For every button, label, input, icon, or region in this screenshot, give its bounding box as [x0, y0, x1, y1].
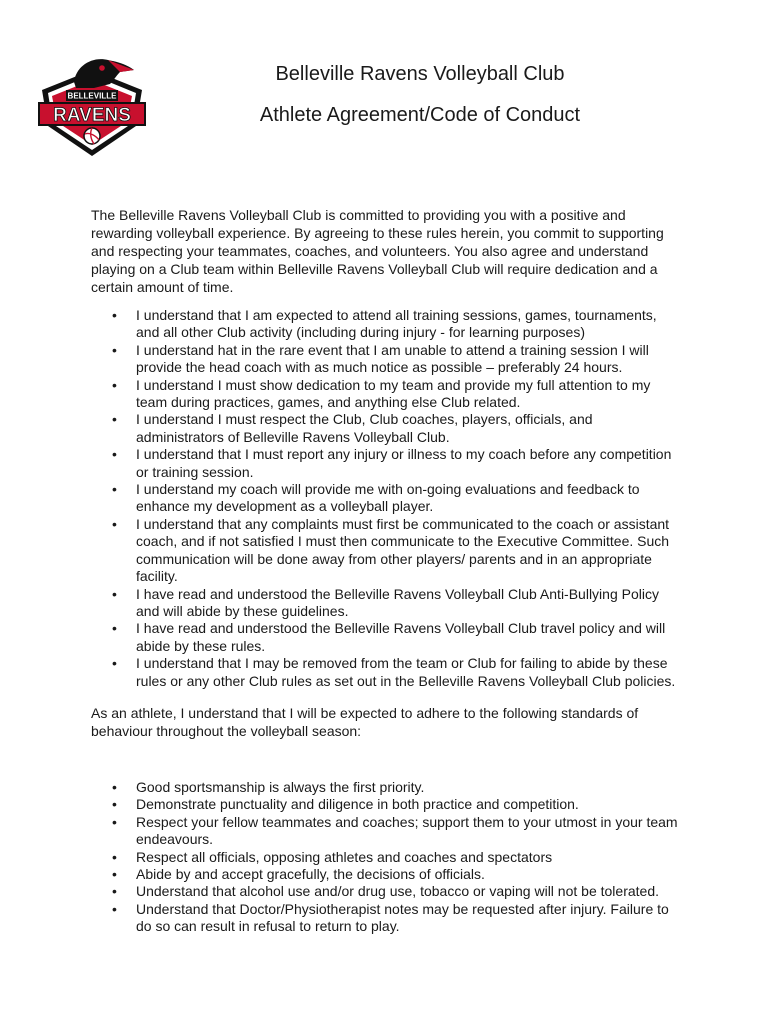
logo-main-text: RAVENS	[53, 105, 131, 126]
list-item: • I understand that I am expected to attend all training sessions, games, tournaments, and all other Club activity (including during injury - for learning purposes)	[108, 307, 683, 342]
list-item: • I have read and understood the Belleville Ravens Volleyball Club travel policy and will abide by these rules.	[108, 620, 683, 655]
standards-list	[108, 779, 683, 936]
list-item: • Good sportsmanship is always the first priority.	[108, 779, 683, 796]
logo-top-text: BELLEVILLE	[67, 91, 117, 101]
list-item: • I understand that any complaints must first be communicated to the coach or assistant coach, and if not satisfied I must then communicate to the Executive Committee. Such communication will be done away from other players/ parents and in an appropriate facility.	[108, 516, 683, 586]
document-subtitle: Athlete Agreement/Code of Conduct	[259, 104, 581, 126]
ravens-logo	[36, 52, 148, 160]
list-item: • Understand that Doctor/Physiotherapist notes may be requested after injury. Failure to do so can result in refusal to return to play.	[108, 901, 683, 936]
raven-shield-icon	[36, 52, 148, 160]
list-item: • I understand that I may be removed from the team or Club for failing to abide by these rules or any other Club rules as set out in the Belleville Ravens Volleyball Club policies.	[108, 655, 683, 690]
list-item: • I understand that I must report any injury or illness to my coach before any competition or training session.	[108, 446, 683, 481]
list-item: • Understand that alcohol use and/or drug use, tobacco or vaping will not be tolerated.	[108, 883, 683, 900]
list-item: • I understand hat in the rare event that I am unable to attend a training session I will provide the head coach with as much notice as possible – preferably 24 hours.	[108, 342, 683, 377]
document-title: Belleville Ravens Volleyball Club	[275, 63, 565, 85]
standards-intro: As an athlete, I understand that I will be expected to adhere to the following standards of behaviour throughout the volleyball season:	[91, 705, 639, 739]
list-item: • Respect all officials, opposing athletes and coaches and spectators	[108, 849, 683, 866]
list-item: • Demonstrate punctuality and diligence in both practice and competition.	[108, 796, 683, 813]
intro-paragraph: The Belleville Ravens Volleyball Club is committed to providing you with a positive and rewarding volleyball experience. By agreeing to these rules herein, you commit to supporting and respecting your teammates, coaches, and volunteers. You also agree and understand playing on a Club team within Belleville Ravens Volleyball Club will require dedication and a certain amount of time.	[91, 207, 664, 295]
list-item: • I understand my coach will provide me with on-going evaluations and feedback to enhance my development as a volleyball player.	[108, 481, 683, 516]
list-item: • I have read and understood the Belleville Ravens Volleyball Club Anti-Bullying Policy and will abide by these guidelines.	[108, 586, 683, 621]
list-item: • Abide by and accept gracefully, the decisions of officials.	[108, 866, 683, 883]
list-item: • I understand I must show dedication to my team and provide my full attention to my team during practices, games, and anything else Club related.	[108, 377, 683, 412]
list-item: • I understand I must respect the Club, Club coaches, players, officials, and administrators of Belleville Ravens Volleyball Club.	[108, 411, 683, 446]
list-item: • Respect your fellow teammates and coaches; support them to your utmost in your team endeavours.	[108, 814, 683, 849]
agreement-list	[108, 307, 683, 690]
